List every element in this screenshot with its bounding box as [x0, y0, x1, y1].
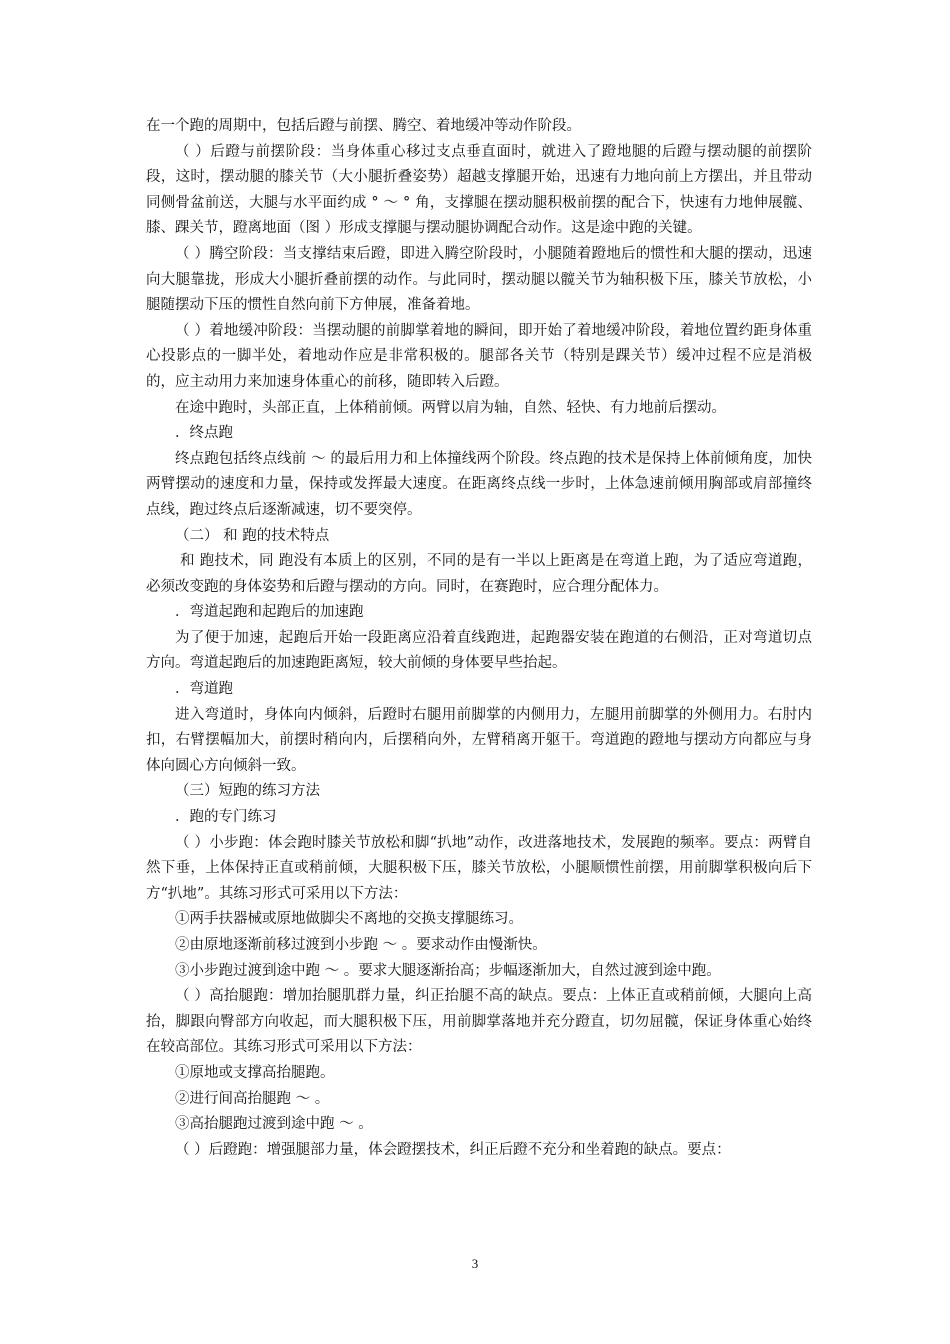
list-item: ②由原地逐渐前移过渡到小步跑 ～ 。要求动作由慢渐快。 — [175, 937, 547, 953]
paragraph: 和 跑技术，同 跑没有本质上的区别，不同的是有一半以上距离是在弯道上跑，为了适应弯道跑，必须改变跑的身体姿势和后蹬与摆动的方向。同时，在赛跑时，应合理分配体力。 — [146, 553, 813, 595]
paragraph: 在途中跑时，头部正直，上体稍前倾。两臂以肩为轴，自然、轻快、有力地前后摆动。 — [175, 399, 726, 416]
list-item: ②进行间高抬腿跑 ～ 。 — [175, 1090, 330, 1107]
section-heading: （二） 和 跑的技术特点 — [175, 527, 330, 544]
list-item: ①两手扶器械或原地做脚尖不离地的交换支撑腿练习。 — [175, 911, 523, 928]
paragraph: 终点跑包括终点线前 ～ 的最后用力和上体撞线两个阶段。终点跑的技术是保持上体前倾角度，加快两臂摆动的速度和力量，保持或发挥最大速度。在距离终点线一步时，上体急速前倾用胸部或肩部撞终点线，跑过终点后逐渐减速，切不要突停。 — [146, 450, 812, 518]
section-heading: ．终点跑 — [175, 425, 233, 442]
list-item: ③高抬腿跑过渡到途中跑 ～ 。 — [175, 1116, 373, 1133]
paragraph: 进入弯道时，身体向内倾斜，后蹬时右腿用前脚掌的内侧用力，左腿用前脚掌的外侧用力。右肘内扣，右臂摆幅加大，前摆时稍向内，后摆稍向外，左臂稍离开躯干。弯道跑的蹬地与摆动方向都应与身体向圆心方向倾斜一致。 — [146, 706, 812, 774]
paragraph: （ ）后蹬跑：增强腿部力量，体会蹬摆技术，纠正后蹬不充分和坐着跑的缺点。要点： — [175, 1141, 731, 1158]
paragraph: （ ）腾空阶段：当支撑结束后蹬，即进入腾空阶段时，小腿随着蹬地后的惯性和大腿的摆动，迅速向大腿靠拢，形成大小腿折叠前摆的动作。与此同时，摆动腿以髋关节为轴积极下压，膝关节放松，小腿随摆动下压的惯性自然向前下方伸展，准备着地。 — [146, 245, 812, 314]
document-body — [146, 114, 812, 1163]
list-item: ③小步跑过渡到途中跑 ～ 。要求大腿逐渐抬高；步幅逐渐加大，自然过渡到途中跑。 — [175, 962, 721, 979]
section-heading: （三）短跑的练习方法 — [175, 783, 320, 800]
paragraph: （ ）后蹬与前摆阶段：当身体重心移过支点垂直面时，就进入了蹬地腿的后蹬与摆动腿的前摆阶段，这时，摆动腿的膝关节（大小腿折叠姿势）超越支撑腿开始，迅速有力地向前上方摆出，并且带动同侧骨盆前送，大腿与水平面约成 ° ～ ° 角，支撑腿在摆动腿积极前摆的配合下，快速有力地伸展髋、膝、踝关节，蹬离地面（图 ）形成支撑腿与摆动腿协调配合动作。这是途中跑的关键。 — [146, 143, 812, 237]
paragraph: （ ）高抬腿跑：增加抬腿肌群力量，纠正抬腿不高的缺点。要点：上体正直或稍前倾，大腿向上高抬，脚跟向臀部方向收起，而大腿积极下压，用前脚掌落地并充分蹬直，切勿屈髋，保证身体重心始终在较高部位。其练习形式可采用以下方法： — [146, 988, 812, 1056]
section-heading: ．跑的专门练习 — [175, 809, 277, 826]
paragraph: （ ）着地缓冲阶段：当摆动腿的前脚掌着地的瞬间，即开始了着地缓冲阶段，着地位置约距身体重心投影点的一脚半处，着地动作应是非常积极的。腿部各关节（特别是踝关节）缓冲过程不应是消极的，应主动用力来加速身体重心的前移，随即转入后蹬。 — [146, 322, 812, 390]
paragraph: 在一个跑的周期中，包括后蹬与前摆、腾空、着地缓冲等动作阶段。 — [146, 118, 581, 134]
section-heading: ．弯道起跑和起跑后的加速跑 — [175, 604, 364, 621]
list-item: ①原地或支撑高抬腿跑。 — [175, 1064, 335, 1081]
paragraph: （ ）小步跑：体会跑时膝关节放松和脚“扒地”动作，改进落地技术，发展跑的频率。要点：两臂自然下垂，上体保持正直或稍前倾，大腿积极下压，膝关节放松，小腿顺惯性前摆，用前脚掌积极向后下方“扒地”。其练习形式可采用以下方法： — [146, 834, 812, 902]
section-heading: ．弯道跑 — [175, 681, 233, 698]
paragraph: 为了便于加速，起跑后开始一段距离应沿着直线跑进，起跑器安装在跑道的右侧沿，正对弯道切点方向。弯道起跑后的加速跑距离短，较大前倾的身体要早些抬起。 — [146, 629, 812, 672]
page-number: 3 — [471, 1256, 479, 1271]
